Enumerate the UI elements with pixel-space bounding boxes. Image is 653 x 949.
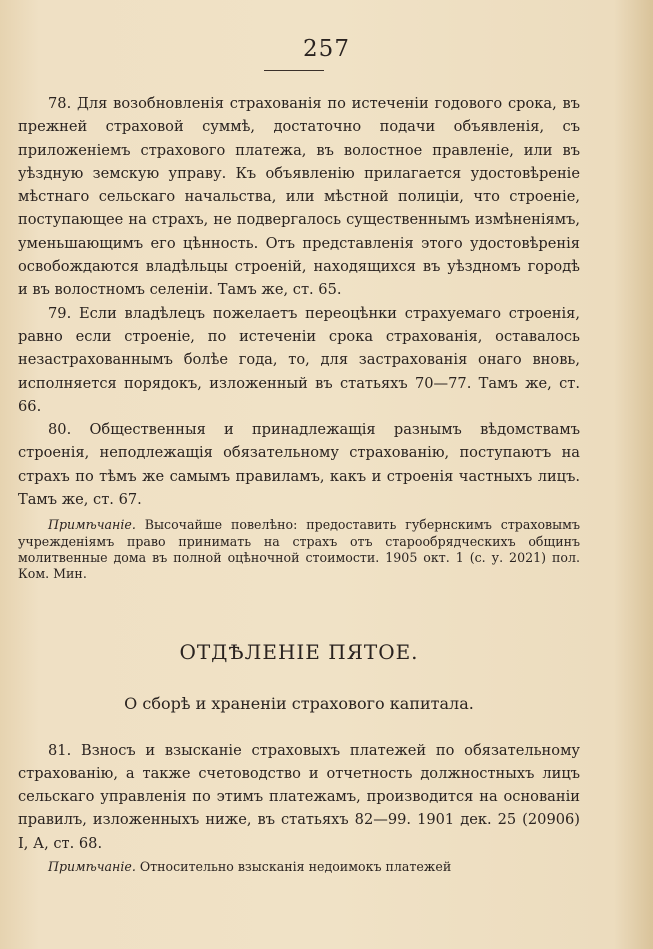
- section-subtitle: О сборѣ и храненіи страхового капитала.: [124, 693, 474, 713]
- paragraph-text: Общественныя и принадлежащія разнымъ вѣдомствамъ строенія, неподлежащія обязательному страхованію, поступаютъ на страхъ по тѣмъ же самымъ правиламъ, какъ и строенія частныхъ лицъ. Тамъ же, ст. 67.: [18, 421, 581, 509]
- section-title: ОТДѢЛЕНІЕ ПЯТОЕ.: [179, 639, 419, 664]
- note-label: Примѣчаніе.: [48, 517, 136, 533]
- page-number-rule: [264, 70, 324, 71]
- paragraph-text: Для возобновленія страхованія по истеченіи годового срока, въ прежней страховой суммѣ, достаточно подачи объявленія, съ приложеніемъ страхового платежа, въ волостное правленіе, или въ уѣздную земскую управу. Къ объявленію прилагается удостовѣреніе мѣстнаго сельскаго начальства, или мѣстной полиціи, что строеніе, поступающее на страхъ, не подвергалось существеннымъ измѣненіямъ, уменьшающимъ его цѣнность. Отъ представленія этого удостовѣренія освобождаются владѣльцы строеній, находящихся въ уѣздномъ городѣ и въ волостномъ селеніи. Тамъ же, ст. 65.: [18, 95, 581, 299]
- paragraph-number: 78.: [48, 95, 72, 112]
- paragraph-number: 79.: [48, 304, 72, 322]
- paragraph-text: Если владѣлецъ пожелаетъ переоцѣнки страхуемаго строенія, равно если строеніе, по истеченіи срока страхованія, оставалось незастрахованнымъ болѣе года, то, для застрахованія онаго вновь, исполняется порядокъ, изложенный въ статьяхъ 70—77. Тамъ же, ст. 66.: [18, 304, 580, 415]
- note-text: Относительно взысканія недоимокъ платежей: [139, 859, 452, 875]
- paragraph-81: [18, 739, 580, 855]
- paragraph-number: 81.: [48, 741, 72, 759]
- note-text: Высочайше повелѣно: предоставить губернскимъ страховымъ учрежденіямъ право принимать на страхъ отъ старообрядческихъ общинъ молитвенные дома въ полной оцѣночной стоимости. 1905 окт. 1 (с. у. 2021) пол. Ком. Мин.: [18, 517, 580, 582]
- paragraph-79: [18, 302, 580, 418]
- paragraph-80: [18, 418, 580, 511]
- paragraph-78: [18, 92, 580, 302]
- footnote-2: [18, 859, 580, 875]
- paragraph-text: Взносъ и взысканіе страховыхъ платежей по обязательному страхованію, а также счетоводство и отчетность должностныхъ лицъ сельскаго управленія по этимъ платежамъ, производится на основаніи правилъ, изложенныхъ ниже, въ статьяхъ 82—99. 1901 дек. 25 (20906) I, А, ст. 68.: [18, 741, 581, 852]
- page-number: 257: [303, 36, 350, 62]
- note-label: Примѣчаніе.: [48, 859, 136, 875]
- page-body: [18, 92, 580, 875]
- footnote-1: [18, 517, 580, 582]
- paragraph-number: 80.: [48, 421, 72, 439]
